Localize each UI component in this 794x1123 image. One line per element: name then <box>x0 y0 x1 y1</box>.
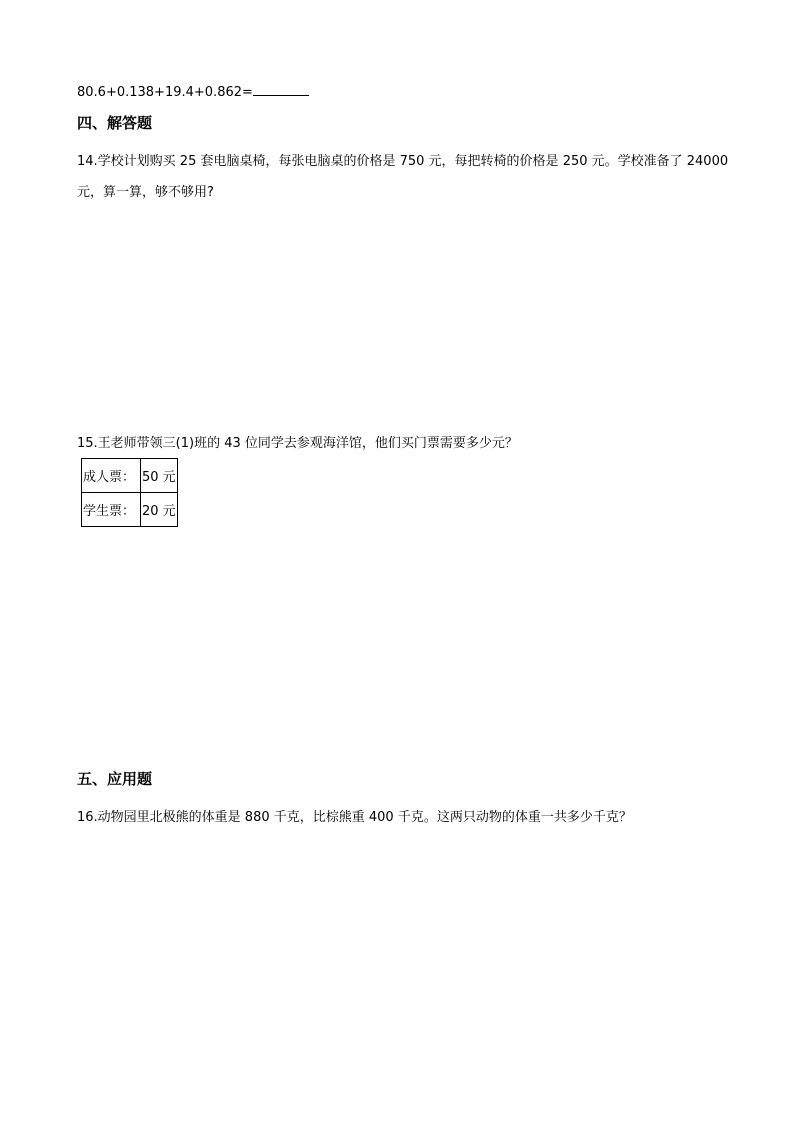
question-16-text: 16.动物园里北极熊的体重是 880 千克，比棕熊重 400 千克。这两只动物的体重一共多少千克？ <box>77 810 632 825</box>
ticket-type-cell: 成人票： <box>82 459 141 493</box>
section-5-heading: 五、应用题 <box>77 770 153 788</box>
expression-text: 80.6+0.138+19.4+0.862= <box>77 85 253 100</box>
previous-expression-line <box>77 82 309 103</box>
ticket-price-cell: 20 元 <box>141 493 178 527</box>
table-row <box>82 459 178 493</box>
question-15-text: 15.王老师带领三(1)班的 43 位同学去参观海洋馆，他们买门票需要多少元？ <box>77 436 518 451</box>
answer-blank[interactable] <box>253 82 309 96</box>
ticket-price-cell: 50 元 <box>141 459 178 493</box>
ticket-price-table <box>81 458 178 527</box>
question-14-line-1: 14.学校计划购买 25 套电脑桌椅，每张电脑桌的价格是 750 元，每把转椅的价格是 250 元。学校准备了 24000 <box>77 154 729 169</box>
ticket-type-cell: 学生票： <box>82 493 141 527</box>
section-4-heading: 四、解答题 <box>77 114 153 132</box>
table-row <box>82 493 178 527</box>
question-14-line-2: 元，算一算，够不够用? <box>77 185 214 200</box>
